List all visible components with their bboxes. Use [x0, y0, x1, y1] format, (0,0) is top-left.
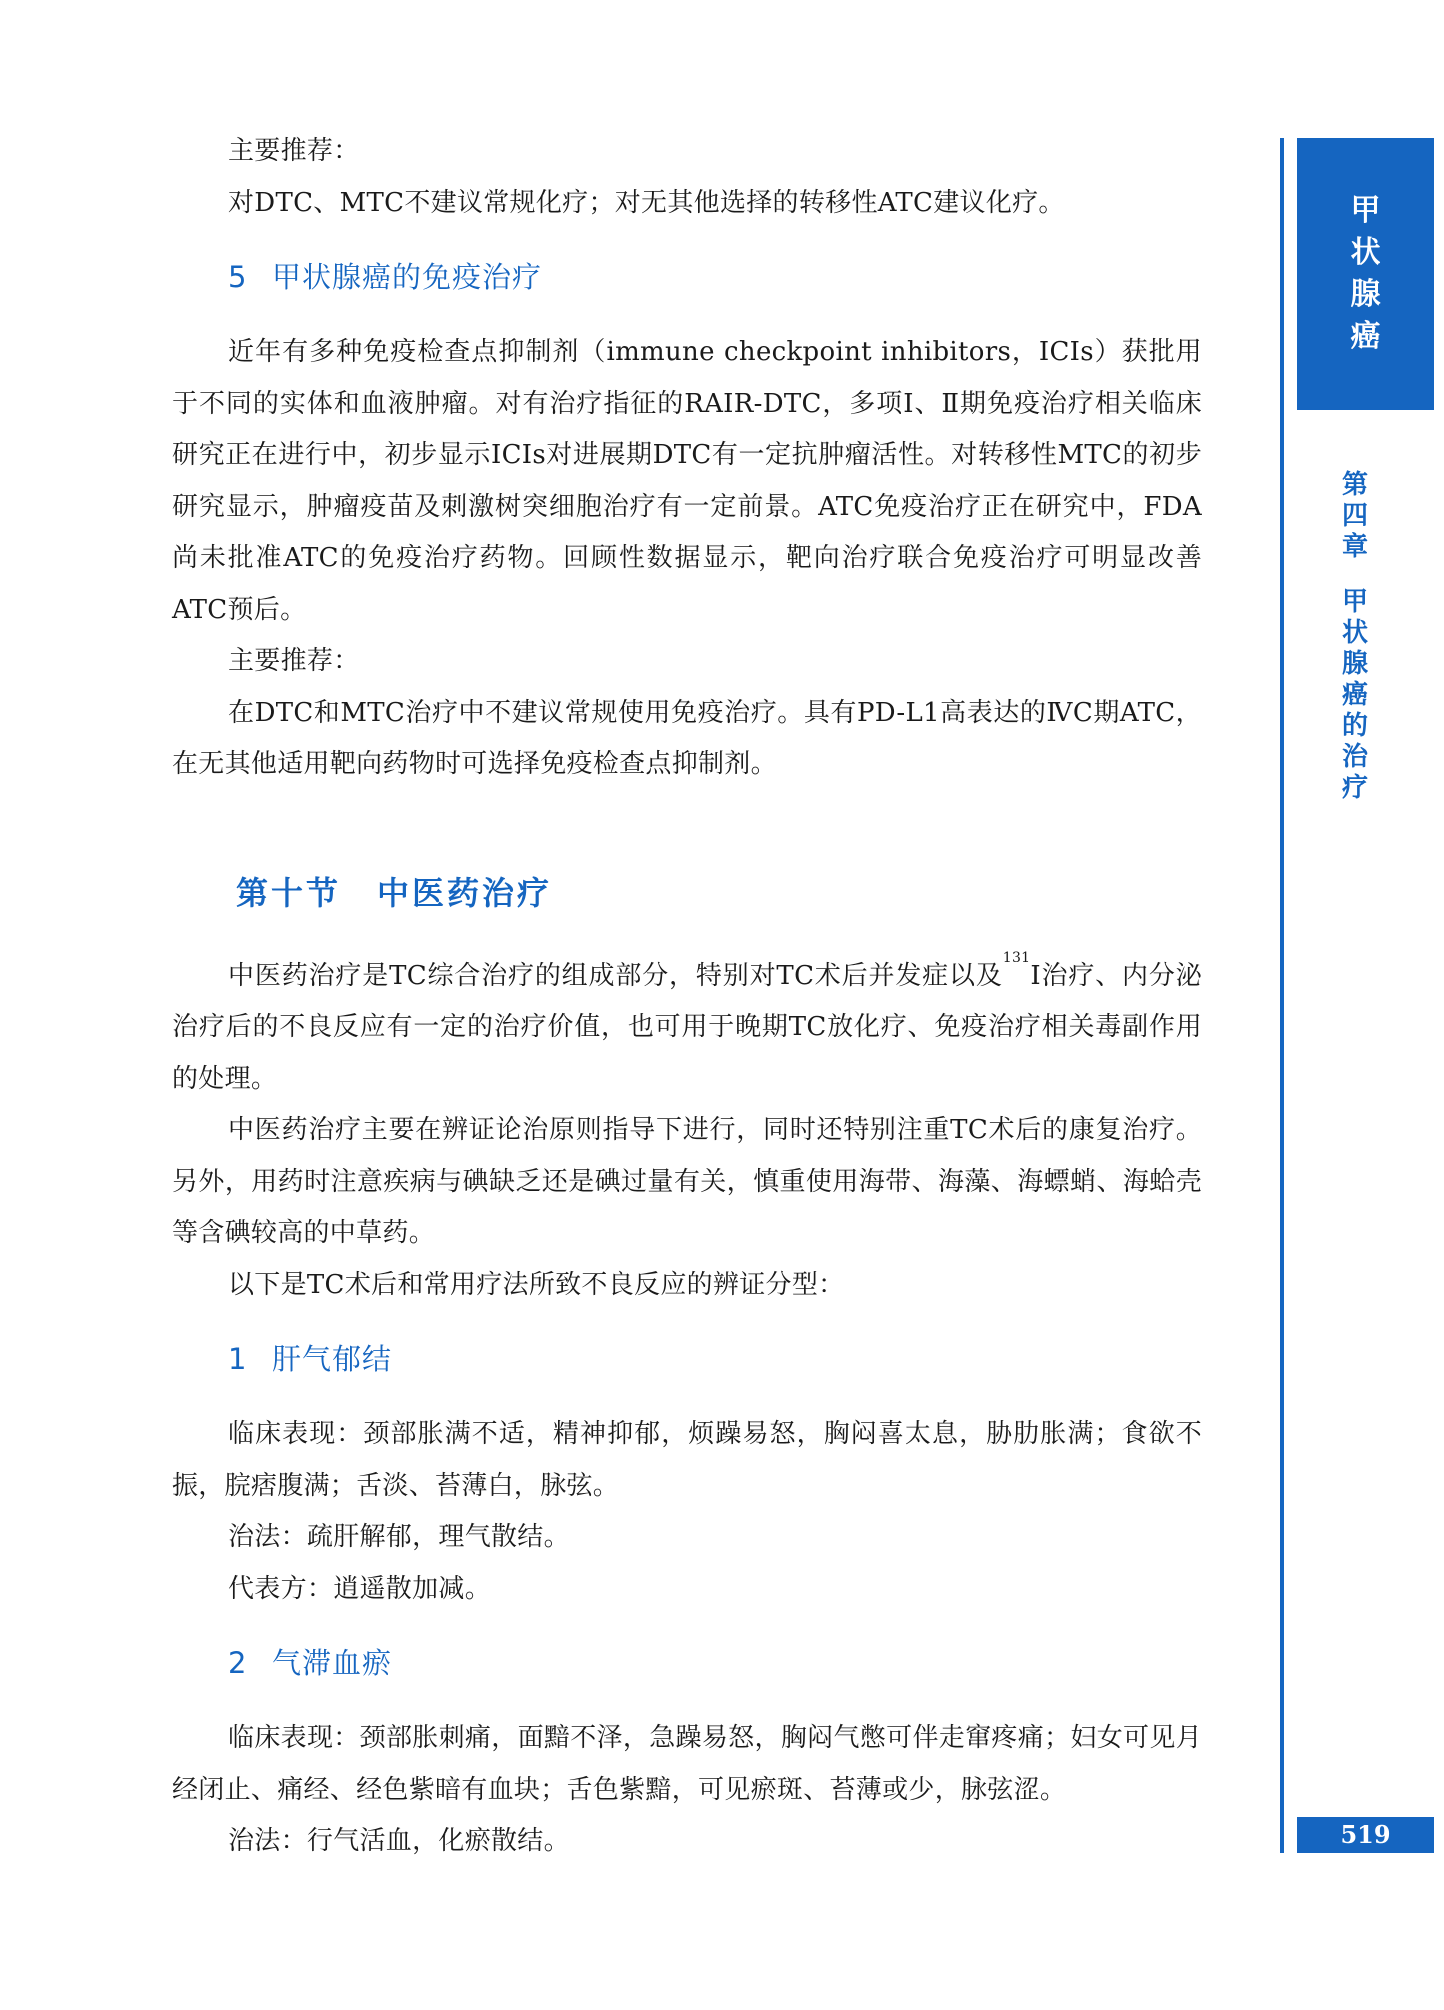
chapter-char: 治	[1341, 742, 1368, 772]
thumb-tab	[1297, 138, 1434, 410]
paragraph: 对DTC、MTC不建议常规化疗；对无其他选择的转移性ATC建议化疗。	[228, 187, 1065, 218]
page-number: 519	[1297, 1817, 1434, 1853]
chapter-char: 章	[1341, 532, 1368, 562]
heading-number: 1	[228, 1342, 248, 1376]
section-heading-5	[228, 257, 1202, 297]
paragraph: 在DTC和MTC治疗中不建议常规使用免疫治疗。具有PD-L1高表达的ⅣC期ATC，在无其他适用靶向药物时可选择免疫检查点抑制剂。	[172, 697, 1202, 779]
chapter-char: 第	[1341, 470, 1368, 500]
tab-char: 状	[1350, 235, 1381, 270]
recommendation-label: 主要推荐：	[228, 136, 360, 166]
heading-title: 肝气郁结	[272, 1342, 393, 1376]
tab-char: 癌	[1350, 319, 1381, 354]
chapter-char: 癌	[1341, 680, 1368, 710]
tab-char: 腺	[1350, 277, 1381, 312]
paragraph: 治法：疏肝解郁，理气散结。	[228, 1522, 570, 1552]
heading-number: 2	[228, 1646, 248, 1680]
recommendation-label: 主要推荐：	[228, 646, 360, 676]
section-heading-1	[228, 1339, 1202, 1379]
section-heading-2	[228, 1643, 1202, 1683]
margin-rule	[1280, 138, 1284, 1853]
chapter-char: 疗	[1341, 773, 1368, 803]
paragraph: 代表方：逍遥散加减。	[228, 1573, 492, 1604]
paragraph: 治法：行气活血，化瘀散结。	[228, 1826, 570, 1856]
paragraph: 中医药治疗主要在辨证论治原则指导下进行，同时还特别注重TC术后的康复治疗。另外，用药时注意疾病与碘缺乏还是碘过量有关，慎重使用海带、海藻、海螵蛸、海蛤壳等含碘较高的中草药。	[172, 1115, 1202, 1248]
paragraph: 近年有多种免疫检查点抑制剂（immune checkpoint inhibitors，ICIs）获批用于不同的实体和血液肿瘤。对有治疗指征的RAIR-DTC，多项Ⅰ、Ⅱ期免疫治疗相关临床研究正在进行中，初步显示ICIs对进展期DTC有一定抗肿瘤活性。对转移性MTC的初步研究显示，肿瘤疫苗及刺激树突细胞治疗有一定前景。ATC免疫治疗正在研究中，FDA尚未批准ATC的免疫治疗药物。回顾性数据显示，靶向治疗联合免疫治疗可明显改善ATC预后。	[172, 337, 1202, 625]
chapter-char: 甲	[1341, 587, 1368, 617]
page-content	[172, 126, 1202, 1868]
chapter-char: 四	[1341, 501, 1368, 531]
heading-title: 甲状腺癌的免疫治疗	[272, 260, 543, 294]
paragraph: 以下是TC术后和常用疗法所致不良反应的辨证分型：	[228, 1269, 845, 1300]
section-title	[236, 871, 1202, 915]
chapter-char: 状	[1341, 618, 1368, 648]
paragraph: 中医药治疗是TC综合治疗的组成部分，特别对TC术后并发症以及$^{131}$I治疗、内分泌治疗后的不良反应有一定的治疗价值，也可用于晚期TC放化疗、免疫治疗相关毒副作用的处理。	[172, 949, 1202, 1094]
section-label: 第十节	[236, 873, 342, 912]
heading-title: 气滞血瘀	[272, 1646, 393, 1680]
tab-char: 甲	[1350, 193, 1381, 228]
paragraph: 临床表现：颈部胀刺痛，面黯不泽，急躁易怒，胸闷气憋可伴走窜疼痛；妇女可见月经闭止、痛经、经色紫暗有血块；舌色紫黯，可见瘀斑、苔薄或少，脉弦涩。	[172, 1723, 1202, 1805]
isotope-superscript: 131	[1002, 949, 1031, 966]
paragraph: 临床表现：颈部胀满不适，精神抑郁，烦躁易怒，胸闷喜太息，胁肋胀满；食欲不振，脘痞腹满；舌淡、苔薄白，脉弦。	[172, 1419, 1202, 1501]
chapter-label	[1334, 470, 1376, 804]
chapter-char: 的	[1341, 711, 1368, 741]
chapter-char: 腺	[1341, 649, 1368, 679]
section-name: 中医药治疗	[377, 873, 553, 912]
heading-number: 5	[228, 260, 248, 294]
